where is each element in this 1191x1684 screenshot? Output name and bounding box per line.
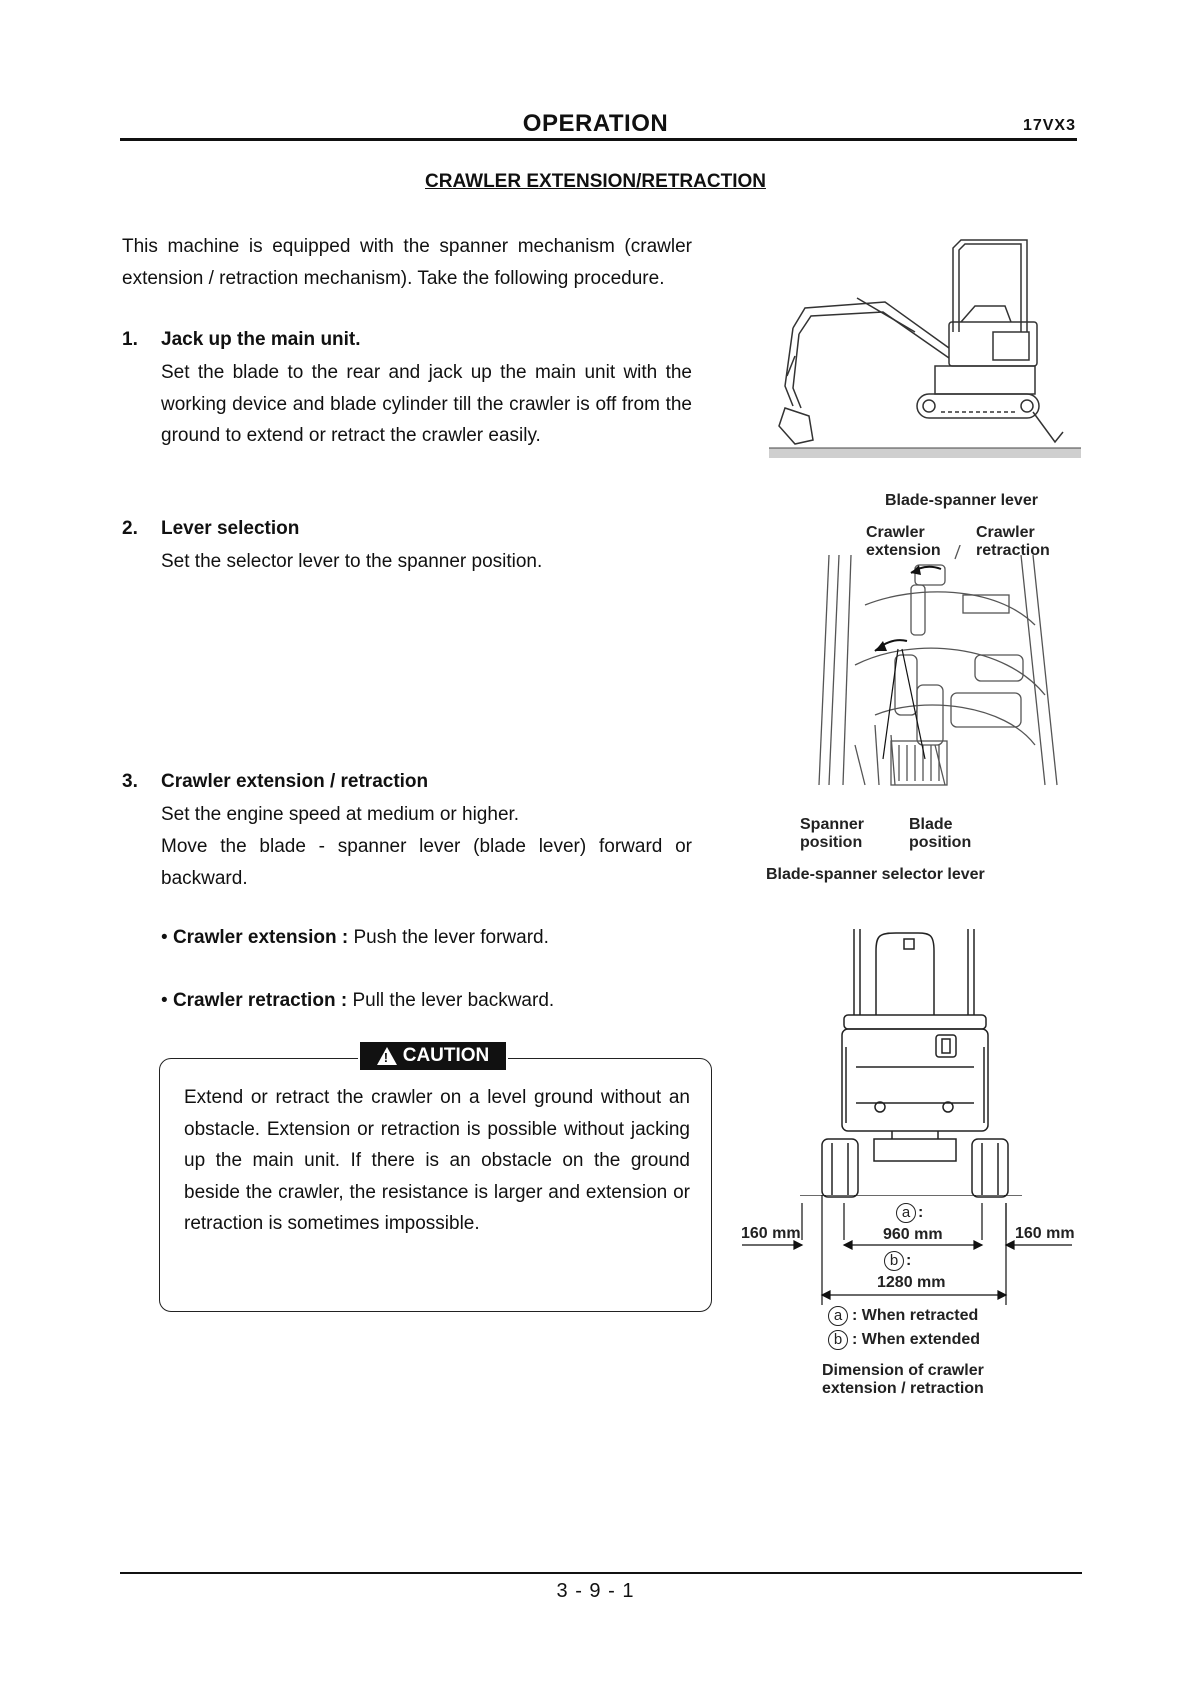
bullet-term: Crawler extension : bbox=[172, 927, 349, 948]
bullet-dot: • bbox=[161, 990, 173, 1011]
fig3-legend-b-text: : When extended bbox=[852, 1331, 981, 1348]
header-rule bbox=[120, 138, 1077, 141]
fig3-legend-b bbox=[828, 1330, 980, 1350]
fig2-blade-label bbox=[909, 816, 971, 852]
fig3-legend-a-text: : When retracted bbox=[852, 1307, 979, 1324]
crawler-rear-view-illustration bbox=[800, 927, 1020, 1199]
circled-a-icon: a bbox=[828, 1306, 848, 1326]
fig3-left-mm: 160 mm bbox=[741, 1225, 801, 1242]
circled-b-icon: b bbox=[884, 1251, 904, 1271]
fig3-caption-line-1: Dimension of crawler bbox=[822, 1362, 984, 1379]
fig2-spanner-label-line-1: Spanner bbox=[800, 816, 865, 833]
step-2-number: 2. bbox=[122, 518, 138, 539]
step-1-heading: Jack up the main unit. bbox=[161, 329, 361, 350]
step-3-heading: Crawler extension / retraction bbox=[161, 771, 429, 792]
fig3-b-value: 1280 mm bbox=[877, 1274, 946, 1291]
step-2-heading: Lever selection bbox=[161, 518, 300, 539]
step-1-number: 1. bbox=[122, 329, 138, 350]
step-1-body: Set the blade to the rear and jack up the main unit with the working device and blade cylinder till the crawler is off from the ground to extend or retract the crawler easily. bbox=[161, 362, 692, 446]
fig3-b-marker bbox=[884, 1251, 911, 1271]
fig3-legend-a bbox=[828, 1306, 978, 1326]
caution-label bbox=[358, 1040, 508, 1072]
fig2-left-label-line-2: extension bbox=[866, 542, 941, 559]
caution-text: Extend or retract the crawler on a level ground without an obstacle. Extension or retraction is possible without jacking up the main unit. If there is an obstacle on the ground beside the crawler, the resistance is larger and extension or retraction is sometimes impossible. bbox=[184, 1087, 690, 1234]
fig3-a-marker bbox=[896, 1203, 923, 1223]
fig2-spanner-label-line-2: position bbox=[800, 834, 863, 851]
fig3-caption-line-2: extension / retraction bbox=[822, 1380, 984, 1397]
excavator-side-view-illustration bbox=[765, 236, 1081, 462]
page-number: 3 - 9 - 1 bbox=[556, 1580, 635, 1602]
intro-paragraph: This machine is equipped with the spanner mechanism (crawler extension / retraction mechanism). Take the following procedure. bbox=[122, 236, 692, 289]
bullet-crawler-retraction bbox=[161, 990, 554, 1012]
bullet-crawler-extension bbox=[161, 927, 549, 949]
model-code: 17VX3 bbox=[1022, 117, 1076, 134]
fig3-right-mm: 160 mm bbox=[1015, 1225, 1075, 1242]
fig3-a-colon: : bbox=[918, 1204, 924, 1221]
bullet-dot: • bbox=[161, 927, 173, 948]
fig2-left-label-line-1: Crawler bbox=[866, 524, 925, 541]
bullet-text: Pull the lever backward. bbox=[352, 990, 555, 1011]
circled-b-icon: b bbox=[828, 1330, 848, 1350]
fig2-right-label-line-2: retraction bbox=[976, 542, 1050, 559]
fig3-a-value: 960 mm bbox=[883, 1226, 943, 1243]
footer-rule bbox=[120, 1572, 1082, 1574]
bullet-term: Crawler retraction : bbox=[172, 990, 348, 1011]
circled-a-icon: a bbox=[896, 1203, 916, 1223]
fig3-b-colon: : bbox=[906, 1252, 912, 1269]
fig2-blade-label-line-1: Blade bbox=[909, 816, 953, 833]
blade-spanner-lever-illustration bbox=[795, 545, 1067, 795]
fig2-right-label-line-1: Crawler bbox=[976, 524, 1035, 541]
step-3-body-line-2: Move the blade - spanner lever (blade lever) forward or backward. bbox=[161, 836, 692, 889]
step-3-number: 3. bbox=[122, 771, 138, 792]
fig2-top-label: Blade-spanner lever bbox=[885, 492, 1038, 509]
fig3-caption bbox=[822, 1362, 984, 1398]
fig2-spanner-label bbox=[800, 816, 864, 852]
step-2-body: Set the selector lever to the spanner position. bbox=[161, 551, 543, 572]
step-3-body-line-1: Set the engine speed at medium or higher. bbox=[161, 804, 520, 825]
warning-triangle-icon: ! bbox=[377, 1047, 397, 1065]
section-title: CRAWLER EXTENSION/RETRACTION bbox=[425, 171, 766, 192]
bullet-text: Push the lever forward. bbox=[353, 927, 549, 948]
page-title: OPERATION bbox=[522, 110, 669, 137]
fig2-blade-label-line-2: position bbox=[909, 834, 972, 851]
caution-label-text: CAUTION bbox=[402, 1045, 490, 1066]
fig2-caption: Blade-spanner selector lever bbox=[766, 866, 985, 883]
